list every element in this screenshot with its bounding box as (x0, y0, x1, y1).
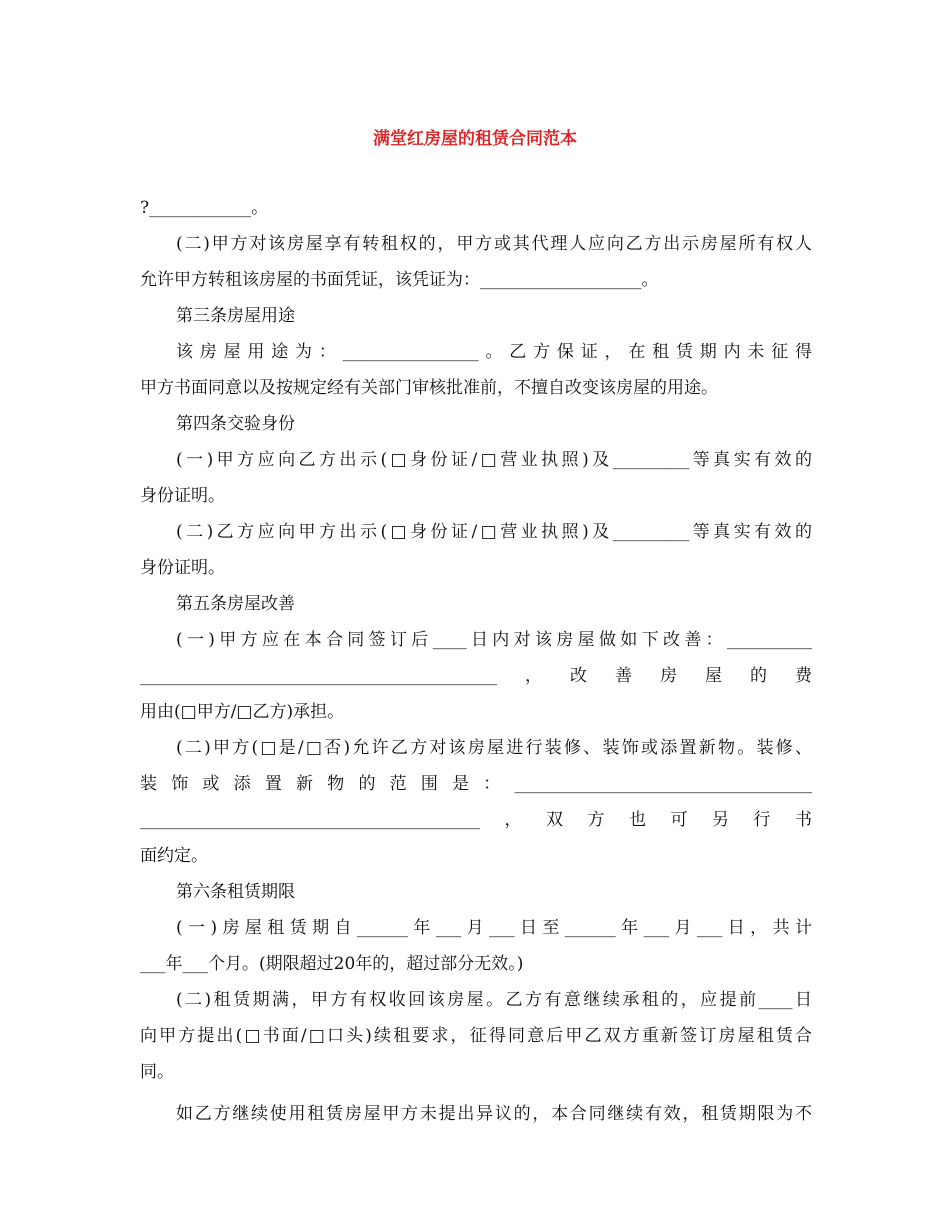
text-line: __________________________________________，改善房屋的费 (140, 666, 812, 686)
text-line: ?____________。 (140, 198, 269, 218)
document-title: 满堂红房屋的租赁合同范本 (373, 129, 577, 149)
text-line: 面约定。 (140, 846, 208, 866)
text-line: 向甲方提出(□书面/□口头)续租要求，征得同意后甲乙双方重新签订房屋租赁合 (140, 1026, 812, 1046)
text-line: (一)房屋租赁期自______年___月___日至______年___月___日，共计 (176, 918, 812, 938)
text-line: (二)乙方应向甲方出示(□身份证/□营业执照)及_________等真实有效的 (176, 522, 812, 542)
section-heading: 第六条租赁期限 (176, 882, 295, 902)
text-line: 同。 (140, 1062, 174, 1082)
text-line: ___年___个月。(期限超过20年的，超过部分无效。) (140, 954, 524, 974)
document-body (140, 190, 812, 1132)
text-line: 身份证明。 (140, 486, 225, 506)
text-line: 用由(□甲方/□乙方)承担。 (140, 702, 345, 722)
section-heading: 第三条房屋用途 (176, 306, 295, 326)
section-heading: 第五条房屋改善 (176, 594, 295, 614)
text-line: 如乙方继续使用租赁房屋甲方未提出异议的，本合同继续有效，租赁期限为不 (176, 1104, 812, 1124)
text-line: 甲方书面同意以及按规定经有关部门审核批准前，不擅自改变该房屋的用途。 (140, 378, 718, 398)
text-line: ________________________________________，双方也可另行书 (140, 810, 812, 830)
text-line: (二)甲方对该房屋享有转租权的，甲方或其代理人应向乙方出示房屋所有权人 (176, 234, 812, 254)
text-line: 该房屋用途为：________________。乙方保证，在租赁期内未征得 (176, 342, 812, 362)
text-line: 身份证明。 (140, 558, 225, 578)
section-heading: 第四条交验身份 (176, 414, 295, 434)
text-line: 装饰或添置新物的范围是：___________________________________ (140, 774, 812, 794)
text-line: (一)甲方应在本合同签订后____日内对该房屋做如下改善：__________ (176, 630, 812, 650)
text-line: (二)租赁期满，甲方有权收回该房屋。乙方有意继续承租的，应提前____日 (176, 990, 812, 1010)
text-line: (一)甲方应向乙方出示(□身份证/□营业执照)及_________等真实有效的 (176, 450, 812, 470)
text-line: (二)甲方(□是/□否)允许乙方对该房屋进行装修、装饰或添置新物。装修、 (176, 738, 812, 758)
text-line: 允许甲方转租该房屋的书面凭证，该凭证为：___________________。 (140, 270, 659, 290)
